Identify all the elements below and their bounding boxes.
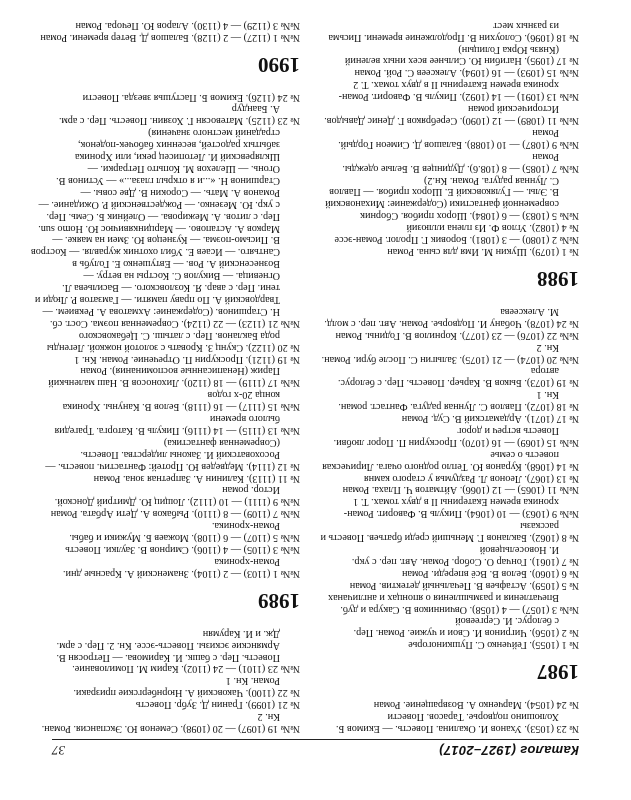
entry-continuation: Роман-хроника. <box>211 520 280 532</box>
entry-line: №№ 3 (1105) — 4 (1106). Смирнов В. Заулки. Повесть <box>65 544 300 556</box>
entry-continuation: Роман <box>532 150 559 162</box>
catalog-entry <box>314 615 579 639</box>
entry-continuation: из разных мест <box>493 19 559 31</box>
entry-line: № 18 (1096). Солоухин В. Продолжение времени. Письма <box>328 31 579 43</box>
entry-continuation: с белорус. И. Сергеевой <box>455 615 559 627</box>
catalog-entry <box>314 519 579 543</box>
left-pre-list <box>314 698 579 734</box>
entry-continuation: Впечатления и размышления о японцах и англичанах <box>327 591 559 603</box>
catalog-entry <box>28 507 300 519</box>
entry-line: № 14 (1068). Куранов Ю. Тепло родного очага. Лирическая <box>322 460 579 472</box>
catalog-entry <box>314 126 579 150</box>
entry-continuation: М. Алексеева <box>500 305 559 317</box>
entry-continuation: былого времени <box>209 413 280 425</box>
entry-line: №№ 5 (1107) — 6 (1108). Можаев Б. Мужики и бабы. <box>69 532 300 544</box>
entry-continuation: Роман. Кн. 1 <box>225 675 280 687</box>
catalog-entry <box>314 484 579 496</box>
catalog-entry <box>28 484 300 508</box>
entry-line: №№ 3 (1129) — 4 (1130). Аларов Ю. Печора. Роман <box>75 19 300 31</box>
catalog-entry <box>28 126 300 328</box>
entry-continuation: Росоховатский И. Законы лидерства. Повесть. <box>80 448 280 460</box>
entry-line: № 19 (1121). Проскурин П. Отречение. Роман. Кн. 1 <box>74 353 300 365</box>
entry-line: №№ 11 (1065) — 12 (1066). Айтматов Ч. Плаха. Роман <box>342 484 579 496</box>
entry-line: №№ 3 (1057) — 4 (1058). Овчинников В. Сакура и дуб. <box>340 603 579 615</box>
list-1988 <box>314 19 579 257</box>
year-heading-1988: 1988 <box>537 267 579 291</box>
entry-continuation: Марков А. Астапово. — Марцинкявичюс Ю. Homo sun. <box>38 222 280 234</box>
entry-continuation: страданий местного значения) <box>148 127 280 139</box>
catalog-entry <box>314 579 579 591</box>
year-heading-1990: 1990 <box>258 52 300 77</box>
entry-continuation: Вознесенский А. Ров. — Евтушенко Е. Голубь в <box>72 258 280 270</box>
entry-continuation: рассказы <box>520 520 559 532</box>
entry-line: №№ 22 (1076) — 23 (1077). Корнилов В. Годины. Роман <box>335 329 579 341</box>
catalog-entry <box>314 424 579 448</box>
entry-continuation: Огонь. — Шелехов М. Копыто Петрарки. — <box>87 163 280 175</box>
entry-line: №№ 9 (1087) — 10 (1088). Балашов Д. Симеон Гордый. <box>338 138 579 150</box>
entry-continuation: Твардовский А. По праву памяти. — Гамзатов Р. Люди и <box>34 294 280 305</box>
catalog-entry <box>314 67 579 79</box>
catalog-entry <box>28 472 300 484</box>
entry-line: № 24 (1078). Чобану И. Подворье. Роман. Авт. пер. с молд. <box>324 317 579 329</box>
catalog-entry <box>314 102 579 126</box>
entry-line: №№ 9 (1111) — 10 (1112). Лощиц Ю. Дмитрий Донской. <box>54 496 300 508</box>
entry-continuation: с укр. Ю. Мезенко. — Рождественский Р. Ожидание. — <box>38 198 280 210</box>
entry-line: №№ 17 (1119) — 18 (1120). Лихоносов В. Наш маленький <box>48 377 300 389</box>
entry-continuation: Повесть. Пер. с башк. И. Каримова. — Петросян В. <box>56 651 280 663</box>
entry-line: № 2 (1056). Чигринов И. Свои и чужие. Роман. Пер. <box>353 627 579 639</box>
catalog-entry <box>28 388 300 412</box>
entry-line: №№ 13 (1115) — 14 (1116). Пикуль В. Каторга. Трагедия <box>54 424 300 436</box>
entry-line: № 21 (1099). Гранин Д. Зубр. Повесть <box>135 699 300 711</box>
columns <box>20 20 579 734</box>
catalog-entry <box>314 365 579 389</box>
entry-line: № 12 (1114). Медведев Ю. Протей: Фантастич. повесть. — <box>45 460 300 472</box>
catalog-entry <box>314 43 579 67</box>
entry-line: № 24 (1054). Марченко А. Возвращение. Роман <box>373 699 579 711</box>
entry-continuation: Кн. 1 <box>536 389 559 401</box>
catalog-entry <box>314 543 579 567</box>
entry-line: №№ 1 (1103) — 2 (1104). Знаменский А. Красные дни. <box>62 567 300 579</box>
catalog-entry <box>314 19 579 43</box>
entry-line: №№ 15 (1093) — 16 (1094). Алексеев С. Рой. Роман <box>354 67 579 79</box>
catalog-entry <box>314 388 579 412</box>
entry-line: № 23 (1053). Уханов И. Окалина. Повесть. — Екимов Б. <box>336 723 579 734</box>
right-pre-list <box>28 627 300 734</box>
entry-continuation: забытых радостей, весенних бабочек-поденок, <box>77 139 280 151</box>
entry-continuation: Париж (Ненаписанные воспоминания). Роман <box>80 365 280 377</box>
entry-line: №№ 19 (1097) — 20 (1098). Семенов Ю. Экспансия. Роман. <box>41 723 300 734</box>
entry-continuation: Сантьяго. — Исаев Е. Убил охотник журавля. — Костров <box>30 246 280 258</box>
entry-line: №№ 7 (1109) — 8 (1110). Рыбаков А. Дети Арбата. Роман <box>50 508 300 520</box>
catalog-entry <box>314 638 579 650</box>
catalog-entry <box>28 519 300 543</box>
catalog-entry <box>28 555 300 579</box>
catalog-entry <box>314 567 579 579</box>
catalog-entry <box>28 674 300 698</box>
entry-line: №№ 9 (1063) — 10 (1064). Пикуль В. Фаворит. Роман- <box>343 508 579 520</box>
year-heading-1989: 1989 <box>258 588 300 613</box>
catalog-entry <box>28 710 300 734</box>
entry-line: №№ 2 (1080) — 3 (1081). Боровик Г. Пролог. Роман-эссе <box>334 234 579 246</box>
catalog-entry <box>314 472 579 484</box>
entry-continuation: Армянские эскизы. Повесть-эссе. Кн. 2. Пер. с арм. <box>56 639 280 651</box>
entry-continuation: Исторический роман <box>467 103 559 115</box>
catalog-entry <box>314 245 579 257</box>
entry-continuation: хроника времен Екатерины II в двух томах. Т. 2 <box>353 79 559 91</box>
list-1990 <box>28 19 300 43</box>
entry-continuation: повесть о семье <box>490 448 559 460</box>
entry-continuation: В. Элы. — Гуляковский Е. Шорох прибоя. — Павлов <box>329 186 559 198</box>
catalog-entry <box>28 436 300 472</box>
entry-continuation: Шкляревский И. Летописец реки, или Хроника <box>75 151 280 163</box>
catalog-entry <box>28 31 300 43</box>
catalog-entry <box>28 365 300 389</box>
page-number: 37 <box>52 743 65 758</box>
entry-continuation: Кн. 2 <box>257 711 280 723</box>
entry-continuation: Холюшино подворье. Тарасов. Повести <box>387 711 559 723</box>
entry-continuation: А. Баандур <box>231 103 280 115</box>
entry-line: №№ 11 (1089) — 12 (1090). Серебряков Г. Денис Давыдов. <box>324 115 579 127</box>
catalog-entry <box>314 221 579 233</box>
catalog-entry <box>28 698 300 710</box>
catalog-entry <box>28 329 300 353</box>
catalog-entry <box>28 412 300 436</box>
entry-line: № 22 (1100). Чаковский А. Нюрнбергские призраки. <box>73 687 300 699</box>
catalog-entry <box>314 448 579 472</box>
entry-line: №№ 20 (1074) — 21 (1075). Залыгин С. После бури. Роман. <box>321 353 579 365</box>
left-column <box>314 20 579 734</box>
entry-line: №№ 13 (1091) — 14 (1092). Пикуль В. Фаворит. Роман- <box>338 91 579 103</box>
entry-line: № 6 (1060). Белов В. Всё впереди. Роман <box>402 567 579 579</box>
catalog-entry <box>28 627 300 675</box>
entry-line: № 17 (1095). Нагибин Ю. Сильнее всех иных велений <box>344 55 579 67</box>
entry-continuation: современной фантастики (Содержание: Михановский <box>325 198 559 210</box>
catalog-entry <box>314 174 579 222</box>
entry-line: № 17 (1071). Ардаматский В. Суд. Роман <box>401 413 579 425</box>
catalog-entry <box>314 496 579 520</box>
entry-line: №№ 21 (1123) — 22 (1124). Современная поэма. Сост. сб. <box>49 317 300 329</box>
list-1987 <box>314 305 579 650</box>
entry-line: № 18 (1072). Павлов С. Лунная радуга. Фантаст. роман. <box>338 401 579 413</box>
entry-continuation: Истор. роман <box>222 484 280 496</box>
entry-line: №№ 7 (1085) — 8 (108.6). Дудинцев В. Белые одежды. <box>342 162 579 174</box>
catalog-entry <box>28 543 300 555</box>
entry-continuation: рода Бакланов. Пер. с латыш. С. Цебаковского <box>78 329 280 341</box>
entry-line: №№ 15 (1117) — 16 (1118). Белов В. Кануны. Хроника <box>62 401 300 413</box>
entry-line: № 11 (1113). Калинин А. Запретная зона. Роман <box>93 472 300 484</box>
catalog-entry <box>314 698 579 710</box>
page-header <box>52 739 579 758</box>
entry-continuation: Роман-хроника <box>214 555 280 567</box>
catalog-entry <box>28 103 300 127</box>
catalog-entry <box>314 591 579 615</box>
entry-continuation: Роман <box>532 126 559 138</box>
entry-line: № 24 (1126). Екимов Б. Пастушья звезда. Повести <box>82 91 300 103</box>
entry-continuation: Старшинов Н. «...и я открыл глаза...» — Устинов В. <box>56 174 280 186</box>
entry-continuation: хроника времен Екатерины II в двух томах. Т. 1 <box>353 496 559 508</box>
entry-line: №№ 5 (1083) — 6 (1084). Шорох прибоя. Сборник <box>360 210 579 222</box>
right-column <box>28 20 300 734</box>
entry-continuation: Пер. с литов. А. Межирова. — Олейник Б. Семь. Пер. <box>46 210 280 222</box>
list-1989 <box>28 91 300 579</box>
entry-line: №№ 23 (1101) — 24 (1102). Карим М. Помилование. <box>72 663 300 675</box>
catalog-entry <box>314 78 579 102</box>
catalog-entry <box>314 150 579 174</box>
entry-continuation: И. Новосельцевой <box>479 544 559 556</box>
catalog-entry <box>314 710 579 734</box>
entry-continuation: Романов А. Мать. — Сорокин В. Две совы. — <box>80 186 280 198</box>
catalog-entry <box>314 233 579 245</box>
entry-continuation: Огневица. — Викулов С. Костры на ветру. — <box>83 270 280 282</box>
entry-continuation: конца 20-х годов <box>207 389 280 401</box>
entry-continuation: автора <box>530 365 559 377</box>
catalog-entry <box>314 305 579 329</box>
entry-line: № 7 (1061). Гончар О. Собор. Роман. Авт. пер. с укр. <box>351 555 579 567</box>
entry-continuation: Н. Старшинов. (Содержание: Ахматова А. Реквием. — <box>42 305 280 317</box>
catalog-entry <box>314 341 579 365</box>
catalog-entry <box>314 412 579 424</box>
entry-line: № 20 (1122). Скунц З. Кровать с золотой ножкой. Легенды <box>46 341 300 353</box>
catalog-entry <box>28 353 300 365</box>
entry-continuation: тени. Пер. с авар. Я. Козловского. — Васильева Л. <box>62 282 280 294</box>
entry-line: № 1 (1055). Гейченко С. Пушкиногорье <box>408 639 579 651</box>
catalog-entry <box>314 329 579 341</box>
catalog-title: Каталог (1927–2017) <box>438 743 579 758</box>
entry-continuation: (Современная фантастика) <box>163 436 280 448</box>
entry-line: №№ 1 (1127) — 2 (1128). Балашов Д. Ветер времени. Роман <box>40 31 300 43</box>
entry-line: № 23 (1125). Матевосян Г. Хозяин. Повесть. Пер. с арм. <box>58 115 300 127</box>
year-heading-1987: 1987 <box>537 660 579 685</box>
entry-line: № 19 (1073). Быков В. Карьер. Повесть. Пер. с белорус. <box>337 377 579 389</box>
entry-line: №№ 15 (1069) — 16 (1070). Проскурин П. Порог любви. <box>333 436 579 448</box>
entry-continuation: Дж. и И. Карумян <box>202 627 280 639</box>
entry-line: № 13 (1067). Леонов Л. Раздумья у старого камня <box>363 472 579 484</box>
entry-continuation: С. Лунная радуга. Роман. Кн.2) <box>423 174 559 186</box>
entry-line: № 5 (1059). Астафьев В. Печальный детектив. Роман <box>349 579 579 591</box>
catalog-entry <box>28 19 300 31</box>
entry-continuation: Повесть встреч и дорог <box>457 424 559 436</box>
entry-continuation: В. Письмо-поэма. — Кузнецов Ю. Змеи на маяке. — <box>52 234 280 246</box>
entry-line: № 4 (1082). Углов Ф. Из плена иллюзий <box>406 222 579 234</box>
entry-line: № 8 (1062). Бакланов Г. Меньший среди братьев. Повесть и <box>320 532 579 544</box>
entry-line: № 1 (1079). Шукин М. Имя для сына. Роман <box>387 246 579 257</box>
entry-continuation: Кн. 2 <box>536 341 559 353</box>
entry-continuation: (Князь Юрка Голицын) <box>458 43 559 55</box>
catalog-entry <box>28 91 300 103</box>
